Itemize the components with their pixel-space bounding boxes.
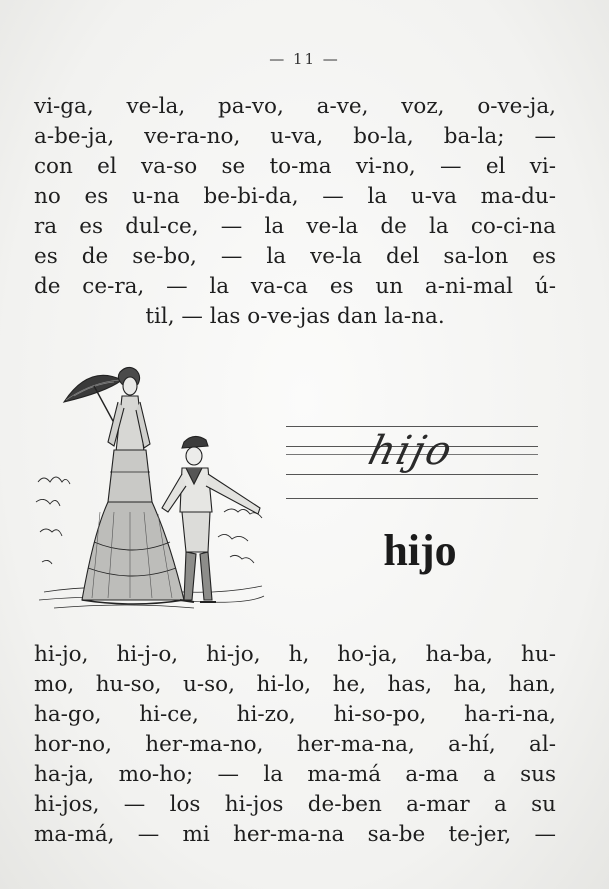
text-line: vi-ga, ve-la, pa-vo, a-ve, voz, o-ve-ja, (34, 94, 556, 119)
page-number: — 11 — (269, 50, 340, 68)
text-line: no es u-na be-bi-da, — la u-va ma-du- (34, 184, 556, 209)
text-line: de ce-ra, — la va-ca es un a-ni-mal ú- (34, 274, 556, 299)
text-line-last: til, — las o-ve-jas dan la-na. (145, 304, 445, 329)
reading-paragraph-top (34, 92, 556, 332)
text-line: mo, hu-so, u-so, hi-lo, he, has, ha, han, (34, 672, 556, 697)
script-word: hijo (363, 428, 459, 474)
text-line: ra es dul-ce, — la ve-la de la co-ci-na (34, 214, 556, 239)
printed-word: hijo (383, 526, 457, 575)
text-line: ha-ja, mo-ho; — la ma-má a-ma a sus (34, 762, 556, 787)
text-line: a-be-ja, ve-ra-no, u-va, bo-la, ba-la; — (34, 124, 556, 149)
text-line: ma-má, — mi her-ma-na sa-be te-jer, — (34, 822, 556, 847)
reading-paragraph-bottom (34, 640, 556, 850)
text-line: con el va-so se to-ma vi-no, — el vi- (34, 154, 556, 179)
illustration-mother-and-son (34, 362, 266, 620)
text-line: hi-jo, hi-j-o, hi-jo, h, ho-ja, ha-ba, hu- (34, 642, 556, 667)
handwriting-practice-lines (286, 426, 538, 500)
text-line: es de se-bo, — la ve-la del sa-lon es (34, 244, 556, 269)
text-line: ha-go, hi-ce, hi-zo, hi-so-po, ha-ri-na, (34, 702, 556, 727)
text-line: hi-jos, — los hi-jos de-ben a-mar a su (34, 792, 556, 817)
woman-figure (82, 367, 184, 604)
text-line: hor-no, her-ma-no, her-ma-na, a-hí, al- (34, 732, 556, 757)
